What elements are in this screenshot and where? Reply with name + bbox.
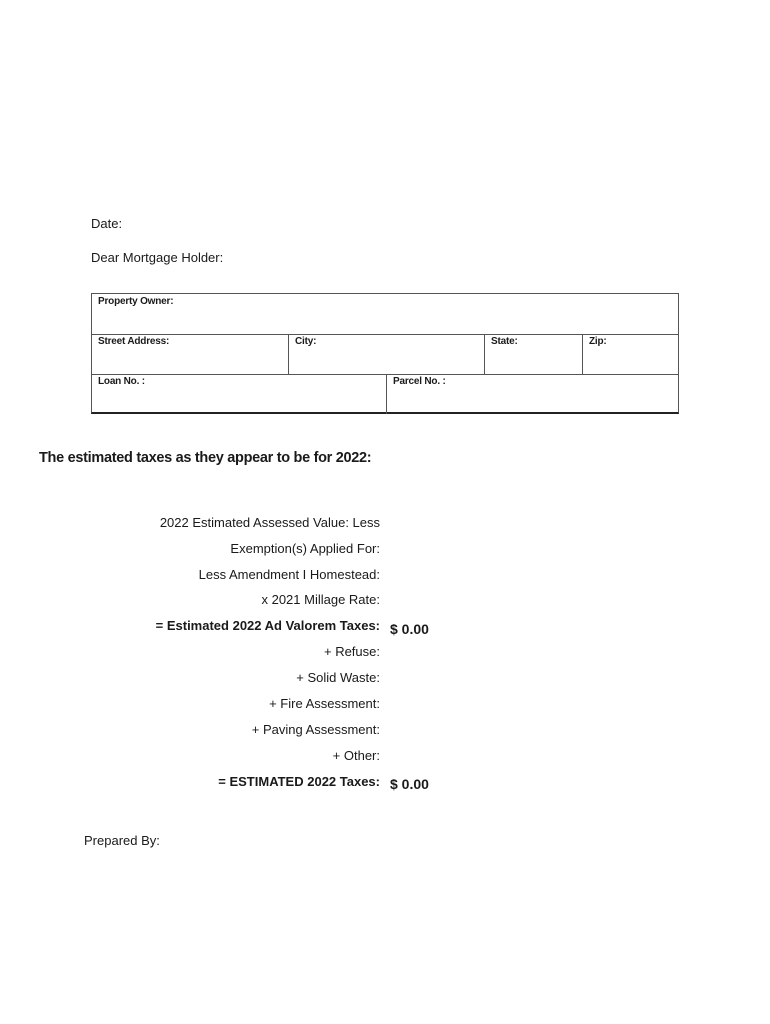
table-row	[92, 334, 678, 375]
solid-waste-label: + Solid Waste:	[296, 670, 380, 685]
millage-rate-label: x 2021 Millage Rate:	[261, 592, 380, 607]
refuse-label: + Refuse:	[323, 644, 380, 659]
fire-assessment-label: + Fire Assessment:	[269, 696, 380, 711]
zip-field[interactable]	[582, 334, 678, 374]
city-label: City:	[295, 336, 317, 347]
table-row	[92, 374, 678, 414]
exemptions-label: Exemption(s) Applied For:	[230, 541, 380, 556]
street-address-label: Street Address:	[98, 336, 170, 347]
ad-valorem-taxes-value: $ 0.00	[390, 621, 429, 637]
parcel-no-label: Parcel No. :	[393, 376, 446, 387]
street-address-field[interactable]	[92, 334, 288, 374]
city-field[interactable]	[288, 334, 484, 374]
table-row	[92, 294, 678, 335]
estimated-taxes-total-value: $ 0.00	[390, 776, 429, 792]
property-info-table	[91, 293, 679, 414]
property-owner-field[interactable]	[92, 294, 678, 334]
other-label: + Other:	[332, 748, 380, 763]
estimated-taxes-total-label: = ESTIMATED 2022 Taxes:	[218, 774, 380, 789]
assessed-value-label: 2022 Estimated Assessed Value: Less	[159, 515, 380, 530]
state-field[interactable]	[484, 334, 582, 374]
loan-no-label: Loan No. :	[98, 376, 145, 387]
prepared-by-label: Prepared By:	[84, 833, 160, 848]
letter-date-label: Date:	[91, 216, 123, 231]
property-owner-label: Property Owner:	[98, 296, 174, 307]
letter-salutation: Dear Mortgage Holder:	[91, 250, 224, 265]
parcel-no-field[interactable]	[386, 374, 678, 414]
zip-label: Zip:	[589, 336, 607, 347]
homestead-label: Less Amendment I Homestead:	[198, 567, 380, 582]
paving-assessment-label: + Paving Assessment:	[251, 722, 380, 737]
loan-no-field[interactable]	[92, 374, 386, 414]
state-label: State:	[491, 336, 518, 347]
estimated-taxes-heading: The estimated taxes as they appear to be for 2022:	[39, 450, 372, 466]
ad-valorem-taxes-label: = Estimated 2022 Ad Valorem Taxes:	[155, 618, 380, 633]
